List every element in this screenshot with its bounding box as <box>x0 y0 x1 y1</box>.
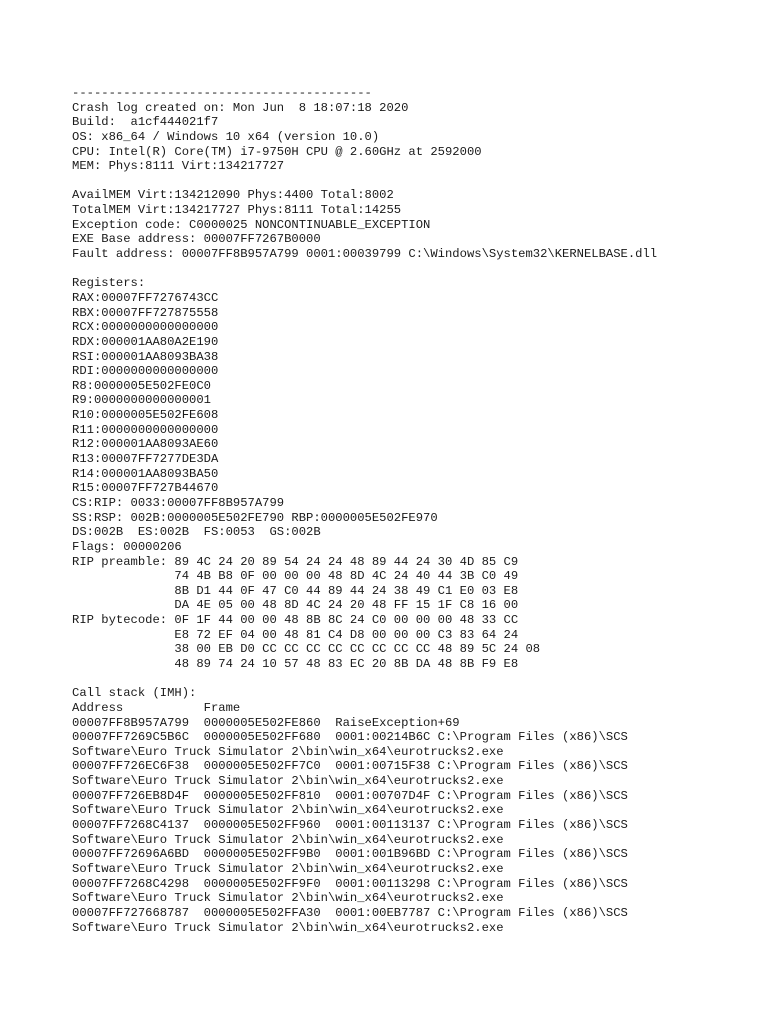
log-line: 00007FF727668787 0000005E502FFA30 0001:00EB7787 C:\Program Files (x86)\SCS <box>72 905 628 920</box>
log-line: RBX:00007FF727875558 <box>72 305 219 320</box>
log-line <box>72 672 752 687</box>
log-line: R11:0000000000000000 <box>72 422 219 437</box>
log-line: R8:0000005E502FE0C0 <box>72 378 211 393</box>
log-line: ----------------------------------------- <box>72 86 372 100</box>
log-line: Flags: 00000206 <box>72 539 182 554</box>
log-line: RSI:000001AA8093BA38 <box>72 349 219 364</box>
log-line: 74 4B B8 0F 00 00 00 48 8D 4C 24 40 44 3B C0 49 <box>72 569 519 584</box>
log-line: Software\Euro Truck Simulator 2\bin\win_x64\eurotrucks2.exe <box>72 861 504 876</box>
log-line: R14:000001AA8093BA50 <box>72 466 219 481</box>
log-line: Software\Euro Truck Simulator 2\bin\win_x64\eurotrucks2.exe <box>72 832 504 847</box>
log-line: 00007FF8B957A799 0000005E502FE860 RaiseException+69 <box>72 715 460 730</box>
log-line: 00007FF7268C4298 0000005E502FF9F0 0001:00113298 C:\Program Files (x86)\SCS <box>72 876 628 891</box>
log-line: Fault address: 00007FF8B957A799 0001:00039799 C:\Windows\System32\KERNELBASE.dll <box>72 247 658 262</box>
log-line: CPU: Intel(R) Core(TM) i7-9750H CPU @ 2.60GHz at 2592000 <box>72 144 482 159</box>
log-line: Registers: <box>72 276 146 291</box>
log-line <box>72 174 752 189</box>
log-line: RIP preamble: 89 4C 24 20 89 54 24 24 48 89 44 24 30 4D 85 C9 <box>72 554 519 569</box>
log-line: Crash log created on: Mon Jun 8 18:07:18 2020 <box>72 100 409 115</box>
crash-log-document <box>72 86 752 935</box>
log-line: Software\Euro Truck Simulator 2\bin\win_x64\eurotrucks2.exe <box>72 744 504 759</box>
log-line: Exception code: C0000025 NONCONTINUABLE_EXCEPTION <box>72 217 431 232</box>
log-line: CS:RIP: 0033:00007FF8B957A799 <box>72 495 285 510</box>
log-line: SS:RSP: 002B:0000005E502FE790 RBP:0000005E502FE970 <box>72 510 438 525</box>
log-line: DS:002B ES:002B FS:0053 GS:002B <box>72 525 321 540</box>
log-line <box>72 262 752 277</box>
log-line: 48 89 74 24 10 57 48 83 EC 20 8B DA 48 8B F9 E8 <box>72 656 519 671</box>
log-line: R15:00007FF727B44670 <box>72 481 219 496</box>
log-line: 00007FF726EB8D4F 0000005E502FF810 0001:00707D4F C:\Program Files (x86)\SCS <box>72 788 628 803</box>
log-line: Address Frame <box>72 700 241 715</box>
log-line: 8B D1 44 0F 47 C0 44 89 44 24 38 49 C1 E0 03 E8 <box>72 583 519 598</box>
log-line: RAX:00007FF7276743CC <box>72 290 219 305</box>
log-line: E8 72 EF 04 00 48 81 C4 D8 00 00 00 C3 83 64 24 <box>72 627 519 642</box>
log-line: Software\Euro Truck Simulator 2\bin\win_x64\eurotrucks2.exe <box>72 774 504 789</box>
log-line: Build: a1cf444021f7 <box>72 115 219 130</box>
log-line: 00007FF72696A6BD 0000005E502FF9B0 0001:001B96BD C:\Program Files (x86)\SCS <box>72 847 628 862</box>
log-line: TotalMEM Virt:134217727 Phys:8111 Total:14255 <box>72 203 402 218</box>
log-line: 00007FF7269C5B6C 0000005E502FF680 0001:00214B6C C:\Program Files (x86)\SCS <box>72 730 628 745</box>
log-line: RDX:000001AA80A2E190 <box>72 334 219 349</box>
log-line: Software\Euro Truck Simulator 2\bin\win_x64\eurotrucks2.exe <box>72 920 504 935</box>
log-line: RIP bytecode: 0F 1F 44 00 00 48 8B 8C 24 C0 00 00 00 48 33 CC <box>72 613 519 628</box>
log-line: DA 4E 05 00 48 8D 4C 24 20 48 FF 15 1F C8 16 00 <box>72 598 519 613</box>
log-line: RDI:0000000000000000 <box>72 364 219 379</box>
log-line: R9:0000000000000001 <box>72 393 211 408</box>
log-line: OS: x86_64 / Windows 10 x64 (version 10.0) <box>72 129 380 144</box>
log-line: RCX:0000000000000000 <box>72 320 219 335</box>
log-line: Software\Euro Truck Simulator 2\bin\win_x64\eurotrucks2.exe <box>72 803 504 818</box>
log-line: Software\Euro Truck Simulator 2\bin\win_x64\eurotrucks2.exe <box>72 891 504 906</box>
log-line: 38 00 EB D0 CC CC CC CC CC CC CC CC 48 89 5C 24 08 <box>72 642 541 657</box>
log-line: 00007FF726EC6F38 0000005E502FF7C0 0001:00715F38 C:\Program Files (x86)\SCS <box>72 759 628 774</box>
log-line: R10:0000005E502FE608 <box>72 408 219 423</box>
log-line: 00007FF7268C4137 0000005E502FF960 0001:00113137 C:\Program Files (x86)\SCS <box>72 818 628 833</box>
log-line: AvailMEM Virt:134212090 Phys:4400 Total:8002 <box>72 188 394 203</box>
log-line: Call stack (IMH): <box>72 686 197 701</box>
log-line: R13:00007FF7277DE3DA <box>72 452 219 467</box>
log-line: R12:000001AA8093AE60 <box>72 437 219 452</box>
log-line: EXE Base address: 00007FF7267B0000 <box>72 232 321 247</box>
log-line: MEM: Phys:8111 Virt:134217727 <box>72 159 285 174</box>
